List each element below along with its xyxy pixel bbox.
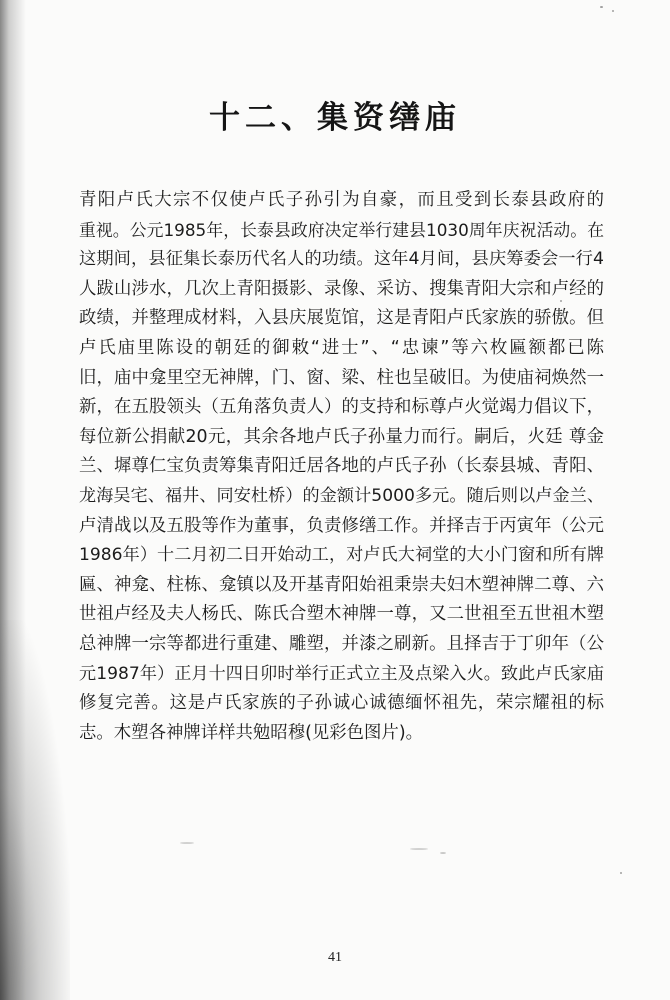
scan-speckle <box>612 10 614 12</box>
paragraph-line: 总神牌一宗等都进行重建、雕塑，并漆之刷新。且择吉于丁卯年（公 <box>79 633 604 654</box>
paragraph-line: 新，在五股领头（五角落负责人）的支持和标尊卢火觉竭力倡议下， <box>79 397 604 418</box>
scan-speckle <box>410 848 428 850</box>
paragraph-line: 人跋山涉水，几次上青阳摄影、录像、采访、搜集青阳大宗和卢经的 <box>79 278 604 299</box>
paragraph-line: 卢清战以及五股等作为董事，负责修缮工作。并择吉于丙寅年（公元 <box>79 515 604 536</box>
scan-speckle <box>440 852 446 854</box>
paragraph-line: 青阳卢氏大宗不仅使卢氏子孙引为自豪，而且受到长泰县政府的 <box>79 190 604 210</box>
paragraph-line: 元1987年）正月十四日卯时举行正式立主及点梁入火。致此卢氏家庙 <box>79 663 604 684</box>
paragraph-line: 卢氏庙里陈设的朝廷的御敕“进士”、“忠谏”等六枚匾额都已陈 <box>79 337 604 358</box>
paragraph-line: 修复完善。这是卢氏家族的子孙诚心诚德缅怀祖先，荣宗耀祖的标 <box>79 693 604 714</box>
paragraph-line: 政绩，并整理成材料，入县庆展览馆，这是青阳卢氏家族的骄傲。但 <box>79 308 604 329</box>
paragraph-line: 旧，庙中龛里空无神牌，门、窗、梁、柱也呈破旧。为使庙祠焕然一 <box>79 367 604 388</box>
paragraph-line: 匾、神龛、柱栋、龛镇以及开基青阳始祖秉崇夫妇木塑神牌二尊、六 <box>79 574 604 595</box>
paragraph-line: 1986年）十二月初二日开始动工，对卢氏大祠堂的大小门窗和所有牌 <box>79 545 604 566</box>
scan-speckle <box>620 872 622 874</box>
paragraph-line: 世祖卢经及夫人杨氏、陈氏合塑木神牌一尊，又二世祖至五世祖木塑 <box>79 604 604 625</box>
paragraph-line: 志。木塑各神牌详样共勉昭穆(见彩色图片)。 <box>79 722 423 743</box>
page-number: 41 <box>328 950 342 965</box>
body-paragraph <box>79 186 604 748</box>
scan-corner-shadow <box>0 620 70 1000</box>
chapter-title: 十二、集资缮庙 <box>209 100 461 136</box>
paragraph-line: 每位新公捐献20元，其余各地卢氏子孙量力而行。嗣后，火廷 尊金 <box>79 426 604 447</box>
paragraph-line: 重视。公元1985年，长泰县政府决定举行建县1030周年庆祝活动。在 <box>79 219 604 240</box>
scan-speckle <box>600 6 603 8</box>
paragraph-line: 这期间，县征集长泰历代名人的功绩。这年4月间，县庆筹委会一行4 <box>79 249 604 270</box>
scan-speckle <box>180 842 194 844</box>
paragraph-line: 龙海吴宅、福井、同安杜桥）的金额计5000多元。随后则以卢金兰、 <box>79 485 604 506</box>
paragraph-line: 兰、墀尊仁宝负责筹集青阳迁居各地的卢氏子孙（长泰县城、青阳、 <box>79 456 604 477</box>
